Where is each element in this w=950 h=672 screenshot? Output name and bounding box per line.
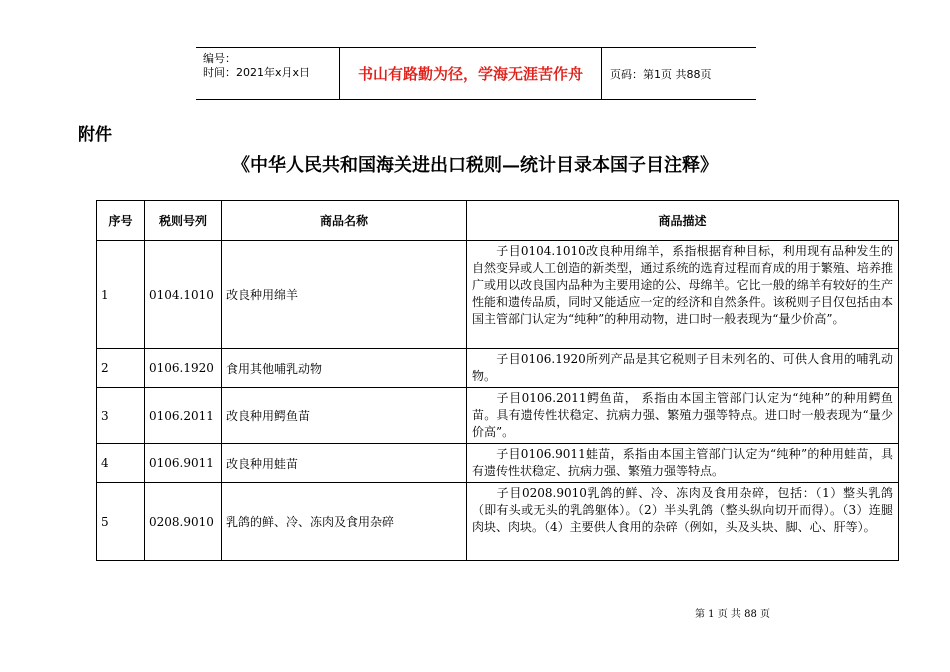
row-code: 0208.9010 xyxy=(145,483,222,561)
row-no: 1 xyxy=(97,241,145,349)
header-code: 税则号列 xyxy=(145,201,222,241)
header-name: 商品名称 xyxy=(222,201,467,241)
row-desc: 子目0106.2011鳄鱼苗， 系指由本国主管部门认定为“纯种”的种用鳄鱼苗。具有遗传性状稳定、抗病力强、繁殖力强等特点。进口时一般表现为“量少价高”。 xyxy=(472,391,893,439)
row-desc: 子目0106.9011蛙苗，系指由本国主管部门认定为“纯种”的种用蛙苗，具有遗传性状稳定、抗病力强、繁殖力强等特点。 xyxy=(472,447,893,478)
row-name: 改良种用绵羊 xyxy=(222,241,467,349)
row-no: 4 xyxy=(97,444,145,483)
attachment-label: 附件 xyxy=(78,125,112,145)
header-page: 页码：第1页 共88页 xyxy=(610,68,712,81)
document-title: 《中华人民共和国海关进出口税则—统计目录本国子目注释》 xyxy=(232,155,718,176)
table-row xyxy=(97,444,899,483)
table-header-row xyxy=(97,201,899,241)
row-code: 0106.9011 xyxy=(145,444,222,483)
page-footer: 第 1 页 共 88 页 xyxy=(695,609,770,620)
header-meta xyxy=(196,48,339,99)
row-desc: 子目0106.1920所列产品是其它税则子目未列名的、可供人食用的哺乳动物。 xyxy=(472,352,893,383)
annotation-table xyxy=(96,200,899,561)
header-desc: 商品描述 xyxy=(467,201,899,241)
row-no: 2 xyxy=(97,349,145,388)
row-name: 乳鸽的鲜、冷、冻肉及食用杂碎 xyxy=(222,483,467,561)
row-no: 3 xyxy=(97,388,145,444)
table-row xyxy=(97,241,899,349)
page-header xyxy=(196,47,756,100)
header-no: 序号 xyxy=(97,201,145,241)
row-code: 0106.1920 xyxy=(145,349,222,388)
row-desc: 子目0208.9010乳鸽的鲜、冷、冻肉及食用杂碎，包括：（1）整头乳鸽（即有头或无头的乳鸽躯体）。（2）半头乳鸽（整头纵向切开而得）。（3）连腿肉块、肉块。（4）主要供人食用的杂碎（例如，头及头块、脚、心、肝等）。 xyxy=(472,486,893,534)
table-row xyxy=(97,483,899,561)
row-name: 改良种用蛙苗 xyxy=(222,444,467,483)
row-name: 改良种用鳄鱼苗 xyxy=(222,388,467,444)
row-no: 5 xyxy=(97,483,145,561)
row-code: 0104.1010 xyxy=(145,241,222,349)
table-row xyxy=(97,349,899,388)
row-code: 0106.2011 xyxy=(145,388,222,444)
row-name: 食用其他哺乳动物 xyxy=(222,349,467,388)
row-desc: 子目0104.1010改良种用绵羊，系指根据育种目标，利用现有品种发生的自然变异或人工创造的新类型，通过系统的选育过程而育成的用于繁殖、培养推广或用以改良国内品种为主要用途的公、母绵羊。它比一般的绵羊有较好的生产性能和遗传品质，同时又能适应一定的经济和自然条件。该税则子目仅包括由本国主管部门认定为“纯种”的种用动物，进口时一般表现为“量少价高”。 xyxy=(472,244,893,326)
header-time: 时间：2021年x月x日 xyxy=(203,66,311,79)
header-motto: 书山有路勤为径，学海无涯苦作舟 xyxy=(339,48,602,99)
table-row xyxy=(97,388,899,444)
header-number: 编号： xyxy=(203,52,236,65)
